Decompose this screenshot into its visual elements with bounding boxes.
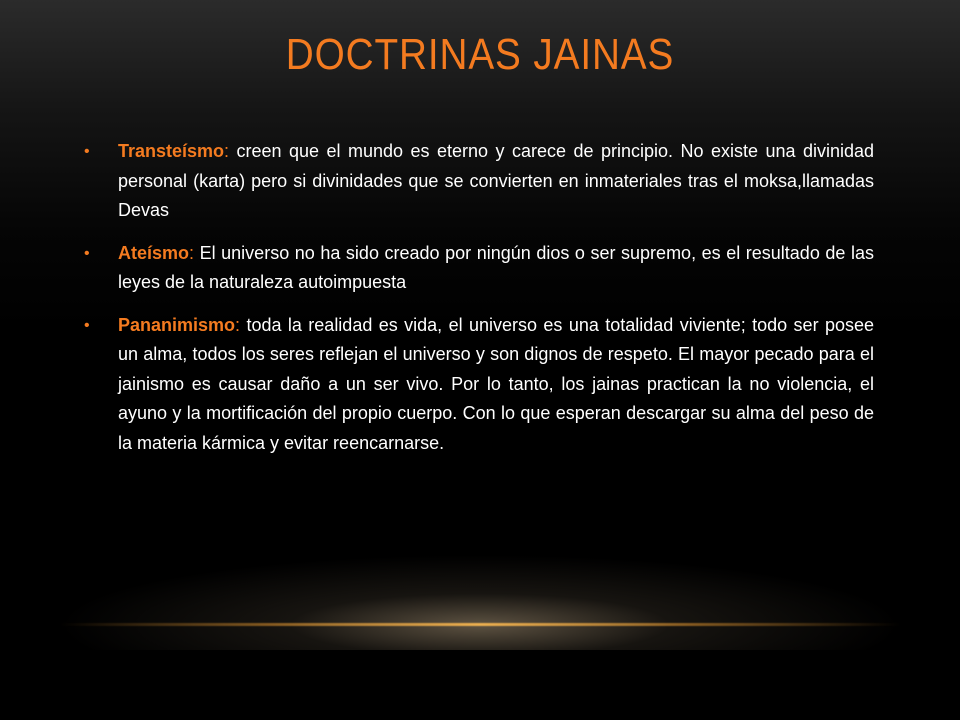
bullet-icon: • [84,316,90,334]
bullet-separator: : [189,242,195,263]
bullet-item-pananimismo [84,311,874,459]
stage-light-glow [0,540,960,650]
bullet-term: Ateísmo [118,242,190,263]
bullet-text: creen que el mundo es eterno y carece de principio. No existe una divinidad personal (karta) pero si divinidades que se convierten en inmateriales tras el moksa,llamadas Devas [118,141,874,220]
bullet-separator: : [224,141,230,161]
bullet-item-transteismo [84,137,874,226]
bullet-list [84,137,874,471]
bullet-term: Transteísmo [118,141,225,161]
bullet-item-ateismo [84,239,874,298]
bullet-separator: : [235,314,241,335]
stage-light-line [60,623,900,626]
bullet-term: Pananimismo [118,314,236,335]
bullet-text: toda la realidad es vida, el universo es una totalidad viviente; todo ser posee un alma, todos los seres reflejan el universo y son dignos de respeto. El mayor pecado para el jainismo es causar daño a un ser vivo. Por lo tanto, los jainas practican la no violencia, el ayuno y la mortificación del propio cuerpo. Con lo que esperan descargar su alma del peso de la materia kármica y evitar reencarnarse. [118,314,874,453]
bullet-icon: • [84,244,90,262]
bullet-text: El universo no ha sido creado por ningún dios o ser supremo, es el resultado de las leyes de la naturaleza autoimpuesta [118,242,874,292]
slide-title: DOCTRINAS JAINAS [285,30,675,79]
bullet-icon: • [84,143,90,160]
